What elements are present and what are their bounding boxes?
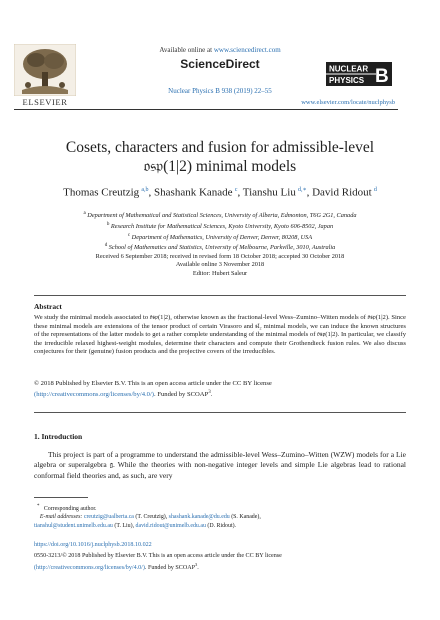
email-link[interactable]: creutzig@ualberta.ca [83, 514, 134, 521]
title-line-2: 𝔬𝔰𝔭(1|2) minimal models [143, 158, 297, 175]
email-link[interactable]: tianshul@student.unimelb.edu.au [34, 522, 113, 529]
issn-license-link[interactable]: (http://creativecommons.org/licenses/by/4.0/) [34, 564, 145, 571]
affiliation-mark: d [104, 243, 108, 249]
affiliation-mark: a [83, 211, 86, 216]
license-superscript: 3 [208, 389, 211, 395]
affiliation-text: School of Mathematics and Statistics, University of Melbourne, Parkville, 3010, Australia [108, 244, 336, 252]
corresponding-mark: * [36, 504, 40, 509]
affiliation-item [10, 221, 430, 232]
affiliation-text: Department of Mathematical and Statistical Sciences, University of Alberta, Edmonton, T6G 2G1, Canada [87, 212, 357, 220]
sciencedirect-wordmark: ScienceDirect [180, 57, 260, 71]
section-heading-introduction: 1. Introduction [34, 432, 83, 441]
author-separator: , [306, 186, 313, 199]
journal-reference-link[interactable]: Nuclear Physics B 938 (2019) 22–55 [168, 87, 272, 95]
journal-homepage-link[interactable]: www.elsevier.com/locate/nuclphysb [301, 99, 395, 106]
doi-link[interactable]: https://doi.org/10.1016/j.nuclphysb.2018.10.022 [34, 542, 152, 548]
affiliation-item [10, 242, 430, 253]
author-affiliation-mark[interactable]: d [373, 187, 377, 193]
author-name[interactable]: Shashank Kanade [154, 186, 233, 199]
footnotes [34, 503, 406, 530]
author-name[interactable]: Tianshu Liu [242, 186, 296, 199]
abstract-top-divider [34, 295, 406, 296]
license-text: © 2018 Published by Elsevier B.V. This is an open access article under the CC BY license [34, 380, 272, 387]
npb-logo-letter: B [375, 66, 389, 86]
affiliation-text: Department of Mathematics, University of Denver, Denver, 80208, USA [131, 233, 313, 241]
corresponding-author-note [34, 503, 406, 513]
author-separator: , [237, 186, 243, 199]
email-label: E-mail addresses: [39, 514, 84, 521]
abstract-heading: Abstract [34, 302, 62, 311]
article-history [10, 253, 430, 278]
license-link[interactable]: (http://creativecommons.org/licenses/by/4.0/) [34, 390, 155, 398]
author-affiliation-mark[interactable]: d,∗ [298, 187, 307, 193]
email-owner: (T. Creutzig), [133, 514, 169, 521]
author-list [10, 186, 430, 199]
publisher-name: ELSEVIER [22, 97, 68, 107]
license-end: . [210, 390, 213, 398]
editor-line: Editor: Hubert Saleur [192, 269, 248, 277]
abstract-text: We study the minimal models associated to 𝔬𝔰𝔭(1|2), otherwise known as the fractional-level Wess–Zumino–Witten models of 𝔬𝔰𝔭(1|2). Since these minimal models are extensions of the tensor product of certain Virasoro and 𝔰𝔩₂ minimal models, we can induce the known structures of the representations of the latter models to get a rather complete understanding of the minimal models of 𝔬𝔰𝔭(1|2). In particular, we classify the irreducible relaxed highest-weight modules, determine their characters and compute their Grothendieck fusion rules. We also discuss conjectures for their (genuine) fusion products and the projective covers of the irreducibles. [34, 314, 406, 356]
affiliation-list [10, 210, 430, 253]
footnote-divider [34, 497, 88, 498]
license-funding: . Funded by SCOAP [154, 390, 209, 398]
abstract-license [34, 380, 406, 399]
corresponding-label: Corresponding author. [43, 505, 97, 512]
available-online-date: Available online 3 November 2018 [175, 261, 265, 269]
available-online-text: Available online at [159, 46, 214, 54]
email-addresses [34, 513, 406, 530]
issn-license [34, 552, 406, 572]
sciencedirect-link[interactable]: www.sciencedirect.com [213, 46, 281, 54]
npb-logo-line1: NUCLEAR [329, 64, 369, 74]
email-owner: (S. Kanade), [229, 514, 261, 521]
author-name[interactable]: David Ridout [312, 186, 372, 199]
nuclear-physics-b-logo-icon [326, 62, 392, 86]
author-affiliation-mark[interactable]: a,b [141, 187, 149, 193]
issn-superscript: 3 [195, 561, 198, 567]
received-dates: Received 6 September 2018; received in revised form 18 October 2018; accepted 30 October 2018 [95, 253, 345, 260]
author-name[interactable]: Thomas Creutzig [63, 186, 140, 199]
affiliation-mark: b [106, 221, 110, 227]
introduction-text: This project is part of a programme to understand the admissible-level Wess–Zumino–Witten (WZW) models for a Lie algebra or superalgebra 𝔤. While the theories with non-negative integer levels and simple Lie algebras lead to rational conformal field theories and, as such, are very [34, 450, 406, 480]
article-title [20, 138, 420, 176]
issn-text: 0550-3213/© 2018 Published by Elsevier B.V. This is an open access article under the CC BY license [34, 553, 282, 559]
affiliation-item [10, 210, 430, 221]
affiliation-item [10, 232, 430, 243]
author-separator: , [148, 186, 155, 199]
header-divider [14, 109, 398, 110]
npb-logo-line2: PHYSICS [329, 76, 365, 85]
email-owner: (T. Liu), [112, 522, 136, 529]
email-owner: (D. Ridout). [205, 522, 237, 529]
email-link[interactable]: shashank.kanade@du.edu [168, 514, 230, 521]
title-line-1: Cosets, characters and fusion for admissible-level [65, 139, 375, 156]
issn-funding: . Funded by SCOAP [144, 564, 196, 571]
abstract-bottom-divider [34, 412, 406, 413]
affiliation-mark: c [127, 232, 131, 238]
author-affiliation-mark[interactable]: c [234, 187, 238, 193]
email-link[interactable]: david.ridout@unimelb.edu.au [135, 522, 206, 529]
affiliation-text: Research Institute for Mathematical Sciences, Kyoto University, Kyoto 606-8502, Japan [110, 222, 334, 230]
issn-end: . [197, 564, 199, 571]
available-online-line [0, 46, 440, 54]
